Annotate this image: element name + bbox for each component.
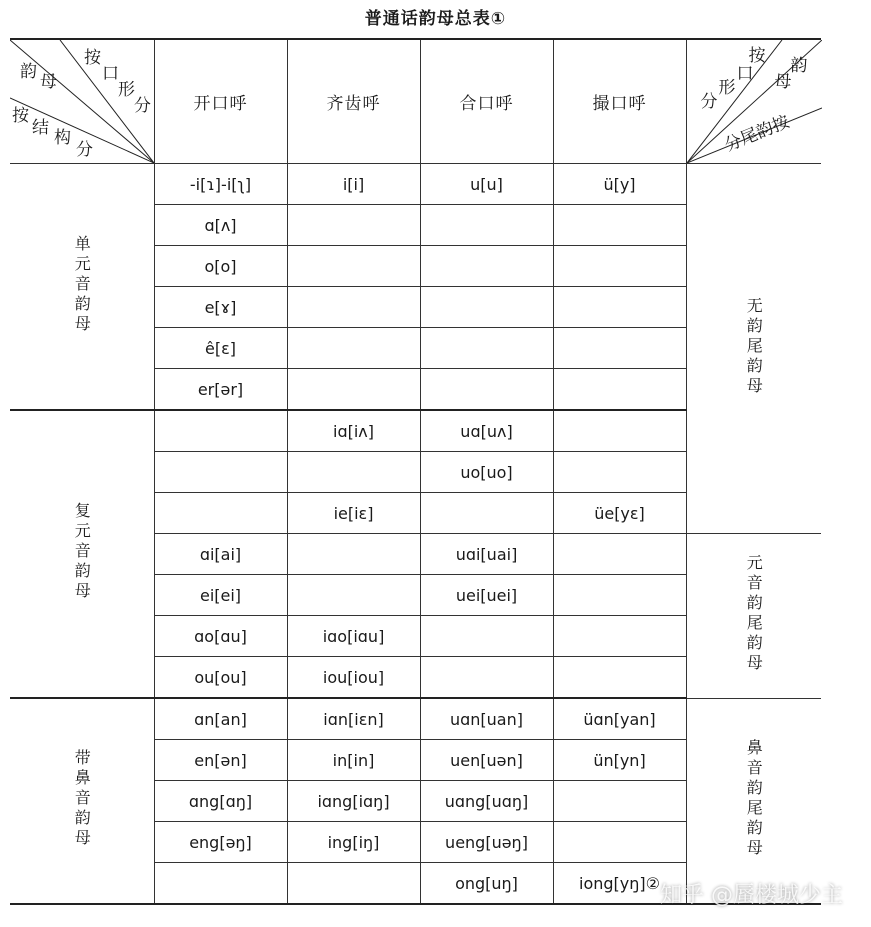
final-cell (287, 287, 420, 328)
final-cell: iong[yŋ]② (553, 863, 686, 905)
final-cell (553, 410, 686, 452)
final-cell: ɑo[ɑu] (154, 616, 287, 657)
final-cell (553, 534, 686, 575)
ending-group-label: 鼻音韵尾韵母 (744, 738, 764, 859)
final-cell: ei[ei] (154, 575, 287, 616)
ending-group-cell (686, 698, 821, 904)
right-corner-header (686, 39, 821, 164)
structure-group-label: 带鼻音韵母 (72, 749, 92, 849)
final-cell: o[o] (154, 246, 287, 287)
column-header-kaikouhu: 开口呼 (154, 39, 287, 164)
structure-group-cell (10, 410, 154, 698)
right-corner-bottom: 分尾韵按 (721, 111, 792, 156)
final-cell: uɑn[uan] (420, 698, 553, 740)
final-cell: -i[ɿ]-i[ʅ] (154, 164, 287, 205)
final-cell (287, 534, 420, 575)
final-cell: iɑn[iɛn] (287, 698, 420, 740)
final-cell: uo[uo] (420, 452, 553, 493)
right-corner-mid-3: 口 (736, 64, 754, 84)
left-corner-top-1: 按 (84, 48, 101, 68)
left-corner-bot-3: 构 (54, 128, 71, 148)
left-corner-mid-2: 母 (40, 72, 57, 92)
final-cell (287, 246, 420, 287)
ending-group-cell (686, 534, 821, 699)
final-cell: ê[ɛ] (154, 328, 287, 369)
ending-group-label: 元音韵尾韵母 (744, 553, 764, 674)
final-cell: en[ən] (154, 740, 287, 781)
final-cell: iou[iou] (287, 657, 420, 699)
final-cell: eng[əŋ] (154, 822, 287, 863)
final-cell (154, 863, 287, 905)
final-cell: üe[yɛ] (553, 493, 686, 534)
left-corner-bot-4: 分 (76, 140, 93, 160)
final-cell: ie[iɛ] (287, 493, 420, 534)
final-cell: ɑng[ɑŋ] (154, 781, 287, 822)
left-corner-bot-2: 结 (32, 118, 49, 138)
final-cell (553, 452, 686, 493)
final-cell (553, 781, 686, 822)
final-cell: uen[uən] (420, 740, 553, 781)
final-cell (553, 657, 686, 699)
structure-group-label: 单元音韵母 (72, 234, 92, 335)
final-cell: i[i] (287, 164, 420, 205)
final-cell: ueng[uəŋ] (420, 822, 553, 863)
left-corner-header (10, 39, 154, 164)
right-corner-top-2: 韵 (790, 56, 808, 76)
left-corner-top-2: 口 (102, 64, 119, 84)
structure-group-cell (10, 164, 154, 411)
left-corner-top-3: 形 (118, 80, 135, 100)
final-cell (420, 657, 553, 699)
page-title: 普通话韵母总表① (364, 9, 507, 29)
final-cell: in[in] (287, 740, 420, 781)
final-cell (154, 410, 287, 452)
final-cell (420, 493, 553, 534)
final-cell (553, 575, 686, 616)
final-cell (553, 205, 686, 246)
final-cell (287, 328, 420, 369)
ending-group-cell (686, 164, 821, 534)
final-cell: iɑ[iʌ] (287, 410, 420, 452)
structure-group-label: 复元音韵母 (72, 502, 92, 602)
finals-table (10, 38, 821, 905)
final-cell: iɑng[iɑŋ] (287, 781, 420, 822)
ending-group-label: 无韵尾韵母 (744, 296, 764, 397)
final-cell: uei[uei] (420, 575, 553, 616)
final-cell (420, 616, 553, 657)
right-corner-mid-2: 形 (718, 78, 736, 98)
final-cell (553, 287, 686, 328)
final-cell: iɑo[iɑu] (287, 616, 420, 657)
final-cell (420, 246, 553, 287)
final-cell (154, 493, 287, 534)
final-cell: ün[yn] (553, 740, 686, 781)
left-corner-top-4: 分 (134, 96, 151, 116)
structure-group-cell (10, 698, 154, 904)
right-corner-mid-1: 分 (700, 92, 718, 112)
final-cell: ong[uŋ] (420, 863, 553, 905)
final-cell: uɑ[uʌ] (420, 410, 553, 452)
final-cell: ü[y] (553, 164, 686, 205)
final-cell (287, 863, 420, 905)
table-row (10, 698, 821, 740)
final-cell (420, 287, 553, 328)
final-cell (420, 205, 553, 246)
final-cell: üɑn[yan] (553, 698, 686, 740)
final-cell: ɑn[an] (154, 698, 287, 740)
final-cell (154, 452, 287, 493)
final-cell (553, 822, 686, 863)
final-cell: uɑng[uɑŋ] (420, 781, 553, 822)
column-header-cuokouhu: 撮口呼 (553, 39, 686, 164)
left-corner-mid-1: 韵 (20, 62, 37, 82)
table-row (10, 164, 821, 205)
final-cell (553, 616, 686, 657)
final-cell (287, 452, 420, 493)
final-cell: ɑ[ʌ] (154, 205, 287, 246)
final-cell (287, 369, 420, 411)
watermark: 知乎 @蜃楼城少主 (660, 883, 843, 908)
final-cell: e[ɤ] (154, 287, 287, 328)
final-cell (553, 328, 686, 369)
final-cell (553, 369, 686, 411)
final-cell: ing[iŋ] (287, 822, 420, 863)
column-header-hekouhu: 合口呼 (420, 39, 553, 164)
final-cell (287, 205, 420, 246)
final-cell (420, 328, 553, 369)
header-row (10, 39, 821, 164)
column-header-qichihu: 齐齿呼 (287, 39, 420, 164)
right-corner-top-1: 按 (748, 46, 766, 66)
final-cell: ou[ou] (154, 657, 287, 699)
final-cell (553, 246, 686, 287)
left-corner-bot-1: 按 (12, 106, 29, 126)
final-cell: u[u] (420, 164, 553, 205)
right-corner-top-3: 母 (774, 72, 792, 92)
final-cell: uɑi[uai] (420, 534, 553, 575)
final-cell (287, 575, 420, 616)
final-cell: er[ər] (154, 369, 287, 411)
final-cell (420, 369, 553, 411)
final-cell: ɑi[ai] (154, 534, 287, 575)
